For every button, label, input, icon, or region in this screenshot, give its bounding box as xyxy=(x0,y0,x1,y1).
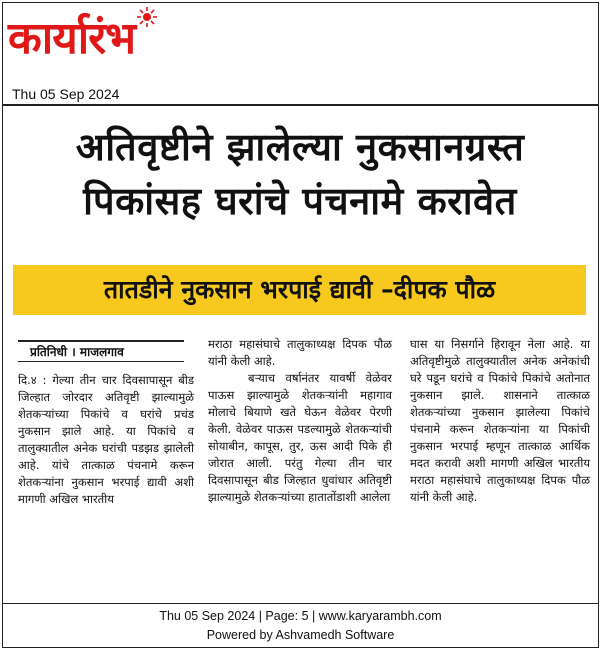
article-column-3 xyxy=(410,336,590,506)
masthead-date: Thu 05 Sep 2024 xyxy=(12,86,120,102)
column-1-paragraph-1: दि.४ : गेल्या तीन चार दिवसापासून बीड जिल्हात जोरदार अतिवृष्टी झाल्यामुळे शेतकऱ्यांच्या पिकांचे व घरांचे प्रचंड नुकसान झाले आहे. या पिकांचे व तालुक्यातील अनेक घरांची पडझड झालेली आहे. यांचे तात्काळ पंचनामे करून शेतकऱ्यांना नुकसान भरपाई द्यावी अशी मागणी अखिल भारतीय xyxy=(18,373,194,506)
column-2-paragraph-1: मराठा महासंघाचे तालुकाध्यक्ष दिपक पौळ यांनी केली आहे. xyxy=(208,337,392,368)
sun-icon xyxy=(136,6,158,28)
article-column-2 xyxy=(208,336,392,506)
footer-info[interactable]: Thu 05 Sep 2024 | Page: 5 | www.karyarambh.com xyxy=(159,609,442,623)
article-subheadline: तातडीने नुकसान भरपाई द्यावी –दीपक पौळ xyxy=(103,275,496,304)
headline-line-2: पिकांसह घरांचे पंचनामे करावेत xyxy=(83,179,517,223)
footer-powered-by: Powered by Ashvamedh Software xyxy=(206,628,395,642)
footer-divider xyxy=(2,603,599,604)
headline-line-1: अतिवृष्टीने झालेल्या नुकसानग्रस्त xyxy=(75,125,525,169)
article-headline xyxy=(10,120,590,228)
article-byline: प्रतिनिधी । माजलगाव xyxy=(18,340,184,362)
article-column-1 xyxy=(18,372,194,508)
masthead-logo[interactable]: कार्यारंभ xyxy=(8,13,136,64)
column-2-paragraph-2: बऱ्याच वर्षानंतर यावर्षी वेळेवर पाऊस झाल्यामुळे शेतकऱ्यांनी महागाव मोलाचे बियाणे खते घेऊन वेळेवर पेरणी केली. वेळेवर पाऊस पडल्यामुळे शेतकऱ्यांची सोयाबीन, कापूस, तुर, ऊस आदी पिके ही जोरात आली. परंतु गेल्या तीन चार दिवसापासून बीड जिल्हात धुवांधार अतिवृष्टी झाल्यामुळे शेतकऱ्यांच्या हातातोंडाशी आलेला xyxy=(208,371,392,504)
masthead-divider xyxy=(2,104,599,106)
subheadline-banner xyxy=(13,265,586,315)
column-3-paragraph-1: घास या निसर्गाने हिरावून नेला आहे. या अतिवृष्टीमुळे तालुक्यातील अनेक अनेकांची घरे पडून घरांचे व पिकांचे पिकांचे अतोनात नुकसान झाले. शासनाने तात्काळ शेतकऱ्यांच्या नुकसान झालेल्या पिकांचे पंचनामे करून शेतकऱ्यांना या पिकांची नुकसान भरपाई म्हणून तात्काळ आर्थिक मदत करावी अशी मागणी अखिल भारतीय मराठा महासंघाचे तालुकाध्यक्ष दिपक पौळ यांनी केली आहे. xyxy=(410,337,590,504)
masthead xyxy=(8,4,208,82)
